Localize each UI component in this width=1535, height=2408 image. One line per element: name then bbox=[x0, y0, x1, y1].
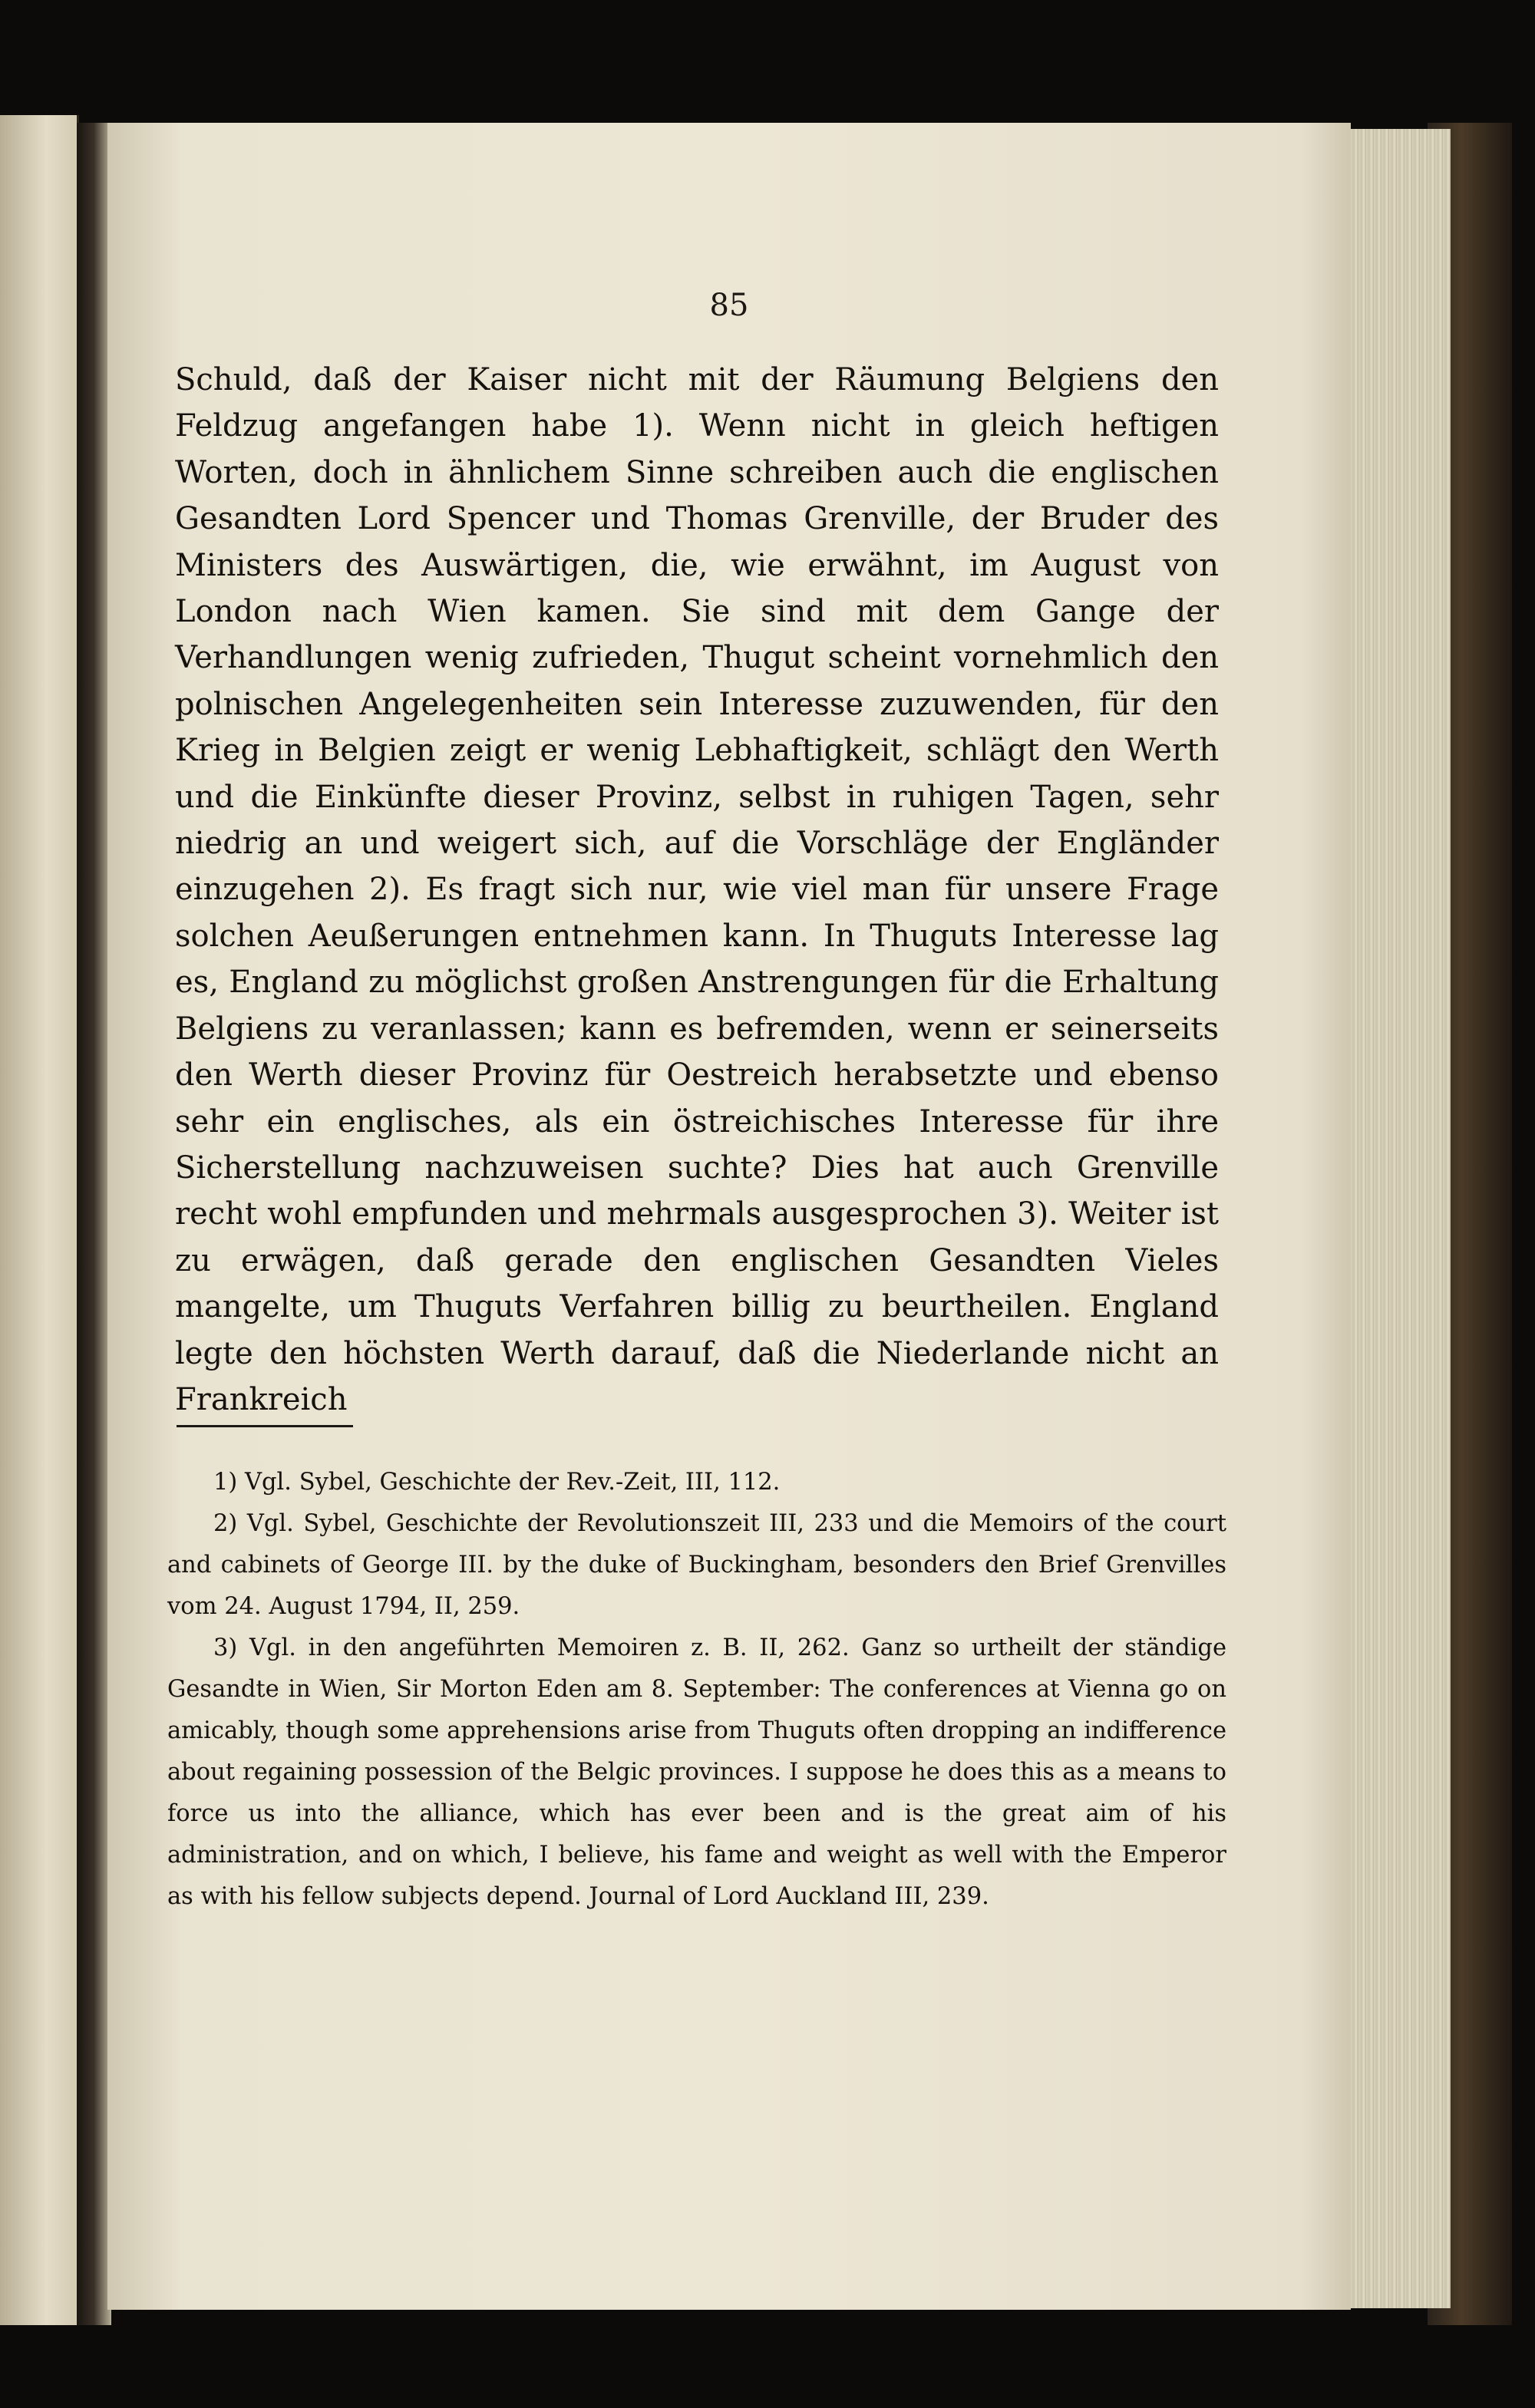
body-paragraph: Schuld, daß der Kaiser nicht mit der Räumung Belgiens den Feldzug angefangen habe 1). Wenn nicht in gleich heftigen Worten, doch in ähnlichem Sinne schreiben auch die englischen Gesandten Lord Spencer und Thomas Grenville, der Bruder des Ministers des Auswärtigen, die, wie erwähnt, im August von London nach Wien kamen. Sie sind mit dem Gange der Verhandlungen wenig zufrieden, Thugut scheint vornehmlich den polnischen Angelegenheiten sein Interesse zuzuwenden, für den Krieg in Belgien zeigt er wenig Lebhaftigkeit, schlägt den Werth und die Einkünfte dieser Provinz, selbst in ruhigen Tagen, sehr niedrig an und weigert sich, auf die Vorschläge der Engländer einzugehen 2). Es fragt sich nur, wie viel man für unsere Frage solchen Aeußerungen entnehmen kann. In Thuguts Interesse lag es, England zu möglichst großen Anstrengungen für die Erhaltung Belgiens zu veranlassen; kann es befremden, wenn er seinerseits den Werth dieser Provinz für Oestreich herabsetzte und ebenso sehr ein englisches, als ein östreichisches Interesse für ihre Sicherstellung nachzuweisen suchte? Dies hat auch Grenville recht wohl empfunden und mehrmals ausgesprochen 3). Weiter ist zu erwägen, daß gerade den englischen Gesandten Vieles mangelte, um Thuguts Verfahren billig zu beurtheilen. England legte den höchsten Werth darauf, daß die Niederlande nicht an Frankreich bbox=[175, 362, 1219, 1417]
footnote-separator bbox=[177, 1425, 353, 1427]
page-stack-edges bbox=[1335, 129, 1451, 2308]
footnote-1: 1) Vgl. Sybel, Geschichte der Rev.-Zeit, III, 112. bbox=[213, 1469, 781, 1496]
book-page bbox=[107, 123, 1351, 2310]
facing-page-edge bbox=[0, 115, 79, 2325]
body-text bbox=[175, 357, 1219, 1423]
page-number: 85 bbox=[709, 288, 749, 323]
footnote-2: 2) Vgl. Sybel, Geschichte der Revolutionszeit III, 233 und die Memoirs of the court and cabinets of George III. by the duke of Buckingham, besonders den Brief Grenvilles vom 24. August 1794, II, 259. bbox=[167, 1510, 1226, 1620]
footnote-3: 3) Vgl. in den angeführten Memoiren z. B. II, 262. Ganz so urtheilt der ständige Gesandte in Wien, Sir Morton Eden am 8. September: The conferences at Vienna go on amicably, though some apprehensions arise from Thuguts often dropping an indifference about regaining possession of the Belgic provinces. I suppose he does this as a means to force us into the alliance, which has ever been and is the great aim of his administration, and on which, I believe, his fame and weight as well with the Emperor as with his fellow subjects depend. Journal of Lord Auckland III, 239. bbox=[167, 1634, 1226, 1910]
book-gutter bbox=[77, 123, 111, 2325]
footnotes bbox=[167, 1462, 1226, 1918]
